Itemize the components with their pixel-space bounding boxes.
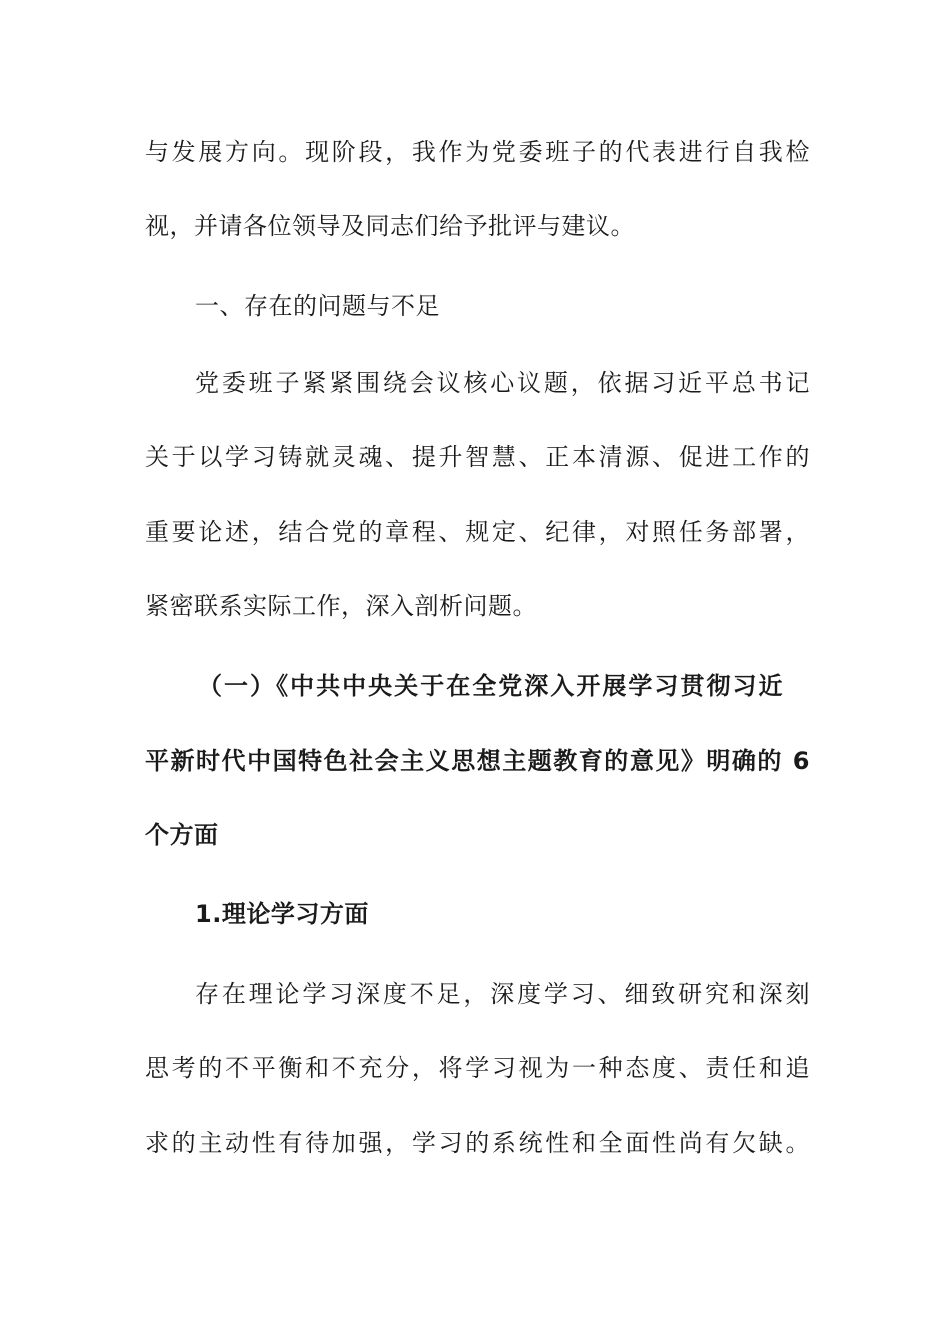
paragraph-line: 重要论述，结合党的章程、规定、纪律，对照任务部署， [145, 518, 810, 546]
paragraph-line: 党委班子紧紧围绕会议核心议题，依据习近平总书记 [195, 369, 810, 397]
paragraph-line: 视，并请各位领导及同志们给予批评与建议。 [145, 212, 635, 240]
item-heading: 1.理论学习方面 [195, 900, 369, 928]
subsection-heading-line: 平新时代中国特色社会主义思想主题教育的意见》明确的 6 [145, 747, 810, 775]
paragraph-line: 与发展方向。现阶段，我作为党委班子的代表进行自我检 [145, 138, 810, 166]
section-heading: 一、存在的问题与不足 [195, 292, 440, 320]
paragraph-line: 求的主动性有待加强，学习的系统性和全面性尚有欠缺。 [145, 1129, 810, 1157]
paragraph-line: 存在理论学习深度不足，深度学习、细致研究和深刻 [195, 980, 810, 1008]
subsection-heading-line: 个方面 [145, 821, 219, 849]
paragraph-line: 紧密联系实际工作，深入剖析问题。 [145, 592, 537, 620]
paragraph-line: 思考的不平衡和不充分，将学习视为一种态度、责任和追 [145, 1054, 810, 1082]
subsection-heading-line: （一）《中共中央关于在全党深入开展学习贯彻习近 [198, 672, 783, 700]
paragraph-line: 关于以学习铸就灵魂、提升智慧、正本清源、促进工作的 [145, 443, 810, 471]
